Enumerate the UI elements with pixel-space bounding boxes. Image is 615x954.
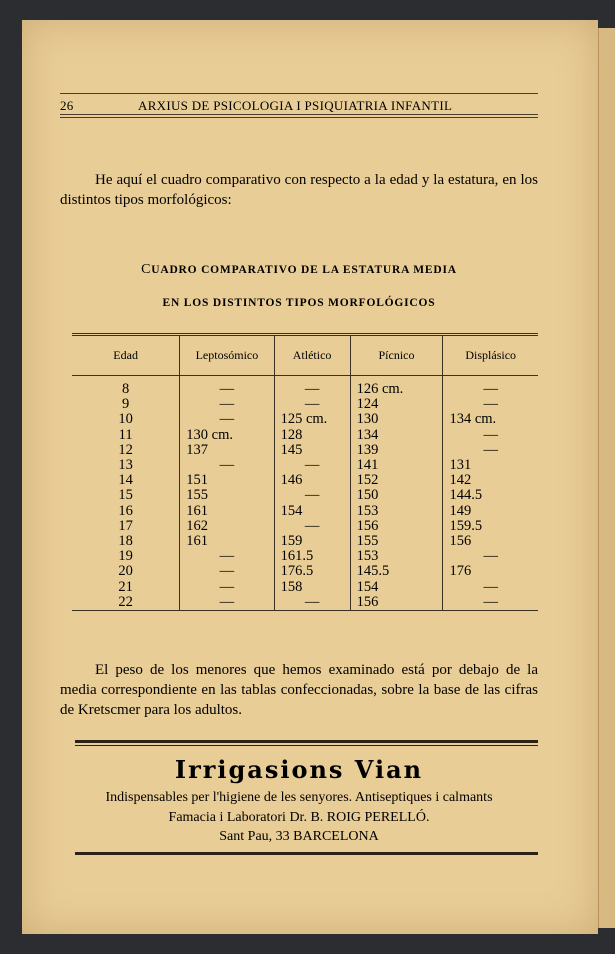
table-cell: 156 bbox=[350, 519, 443, 534]
page-edge bbox=[598, 28, 615, 928]
intro-paragraph: He aquí el cuadro comparativo con respecto a la edad y la estatura, en los distintos tipos morfológicos: bbox=[60, 172, 538, 208]
ad-rule-top-thin bbox=[75, 745, 538, 746]
table-cell: 18 bbox=[118, 533, 133, 550]
table-row bbox=[72, 443, 538, 458]
table-cell: 161 bbox=[180, 534, 274, 549]
table-cell: — bbox=[443, 443, 538, 458]
table-cell: — bbox=[443, 397, 538, 412]
table-cell: 14 bbox=[118, 472, 133, 489]
table-cell: 130 cm. bbox=[180, 428, 274, 443]
table-cell: — bbox=[180, 458, 274, 473]
table-cell: 131 bbox=[443, 458, 538, 473]
ad-line-1: Indispensables per l'higiene de les senyores. Antiseptiques i calmants bbox=[105, 790, 493, 805]
table-cell: — bbox=[443, 580, 538, 595]
table-row bbox=[72, 580, 538, 595]
table-cell: 176.5 bbox=[274, 564, 350, 579]
closing-paragraph: El peso de los menores que hemos examinado está por debajo de la media correspondiente en las tablas confeccionadas, sobre la base de las cifras de Kretscmer para los adultos. bbox=[60, 662, 538, 718]
table-cell: 161.5 bbox=[274, 549, 350, 564]
table-cell: 22 bbox=[72, 595, 180, 611]
table-cell: 128 bbox=[274, 428, 350, 443]
table-cell: — bbox=[274, 595, 350, 611]
header-rule-double bbox=[60, 117, 538, 118]
table-cell: 153 bbox=[350, 504, 443, 519]
table-cell: 150 bbox=[350, 488, 443, 503]
table-cell: 153 bbox=[350, 549, 443, 564]
table-cell: 162 bbox=[180, 519, 274, 534]
table-cell: 137 bbox=[180, 443, 274, 458]
table-cell: — bbox=[180, 397, 274, 412]
table-row bbox=[72, 473, 538, 488]
table-row bbox=[72, 564, 538, 579]
table-cell: 17 bbox=[118, 517, 133, 534]
page-number: 26 bbox=[60, 98, 74, 113]
table-cell: 146 bbox=[274, 473, 350, 488]
table-cell: — bbox=[274, 458, 350, 473]
table-cell: 159 bbox=[274, 534, 350, 549]
table-cell: 176 bbox=[443, 564, 538, 579]
table-cell: — bbox=[274, 376, 350, 398]
table-cell: — bbox=[274, 488, 350, 503]
table-cell: 156 bbox=[350, 595, 443, 611]
table-row bbox=[72, 595, 538, 611]
table-cell: 161 bbox=[180, 504, 274, 519]
ad-rule-bottom bbox=[75, 852, 538, 855]
running-title: ARXIUS DE PSICOLOGIA I PSIQUIATRIA INFANTIL bbox=[138, 98, 453, 113]
ad-rule-top bbox=[75, 740, 538, 743]
col-header-displasico: Displásico bbox=[443, 335, 538, 376]
table-cell: 125 cm. bbox=[274, 412, 350, 427]
table-cell: — bbox=[180, 595, 274, 611]
table-cell: 10 bbox=[118, 411, 133, 428]
table-cell: — bbox=[180, 376, 274, 398]
table-row bbox=[72, 397, 538, 412]
table-header-row bbox=[72, 335, 538, 376]
table-cell: — bbox=[274, 397, 350, 412]
table-row bbox=[72, 458, 538, 473]
col-header-atletico: Atlético bbox=[274, 335, 350, 376]
table-cell: 8 bbox=[122, 381, 130, 397]
table-caption-line2: EN LOS DISTINTOS TIPOS MORFOLÓGICOS bbox=[162, 297, 436, 309]
table-cell: 155 bbox=[180, 488, 274, 503]
table-row bbox=[72, 428, 538, 443]
table-cell: 20 bbox=[118, 563, 133, 580]
table-row bbox=[72, 488, 538, 503]
table-cell: 145 bbox=[274, 443, 350, 458]
table-cell: — bbox=[443, 376, 538, 398]
stature-table bbox=[72, 333, 538, 611]
table-cell: — bbox=[274, 519, 350, 534]
table-cell: — bbox=[443, 549, 538, 564]
table-cell: — bbox=[180, 412, 274, 427]
table-cell: 151 bbox=[180, 473, 274, 488]
table-cell: 134 bbox=[350, 428, 443, 443]
header-rule-top bbox=[60, 93, 538, 94]
table-cell: — bbox=[443, 595, 538, 611]
ad-line-2: Famacia i Laboratori Dr. B. ROIG PERELLÓ. bbox=[168, 810, 430, 825]
table-cell: — bbox=[443, 428, 538, 443]
table-cell: 158 bbox=[274, 580, 350, 595]
table-cell: 155 bbox=[350, 534, 443, 549]
col-header-leptosomico: Leptosómico bbox=[180, 335, 274, 376]
header-rule bbox=[60, 114, 538, 115]
table-cell: 145.5 bbox=[350, 564, 443, 579]
table-row bbox=[72, 412, 538, 427]
table-cell: 139 bbox=[350, 443, 443, 458]
ad-title: Irrigasions Vian bbox=[174, 755, 424, 784]
table-cell: 19 bbox=[118, 548, 133, 565]
table-cell: 126 cm. bbox=[350, 376, 443, 398]
col-header-edad: Edad bbox=[72, 335, 180, 376]
table-cell: — bbox=[180, 580, 274, 595]
table-cell: 156 bbox=[443, 534, 538, 549]
table-row bbox=[72, 519, 538, 534]
table-cell: 9 bbox=[122, 396, 130, 413]
table-cell: 134 cm. bbox=[443, 412, 538, 427]
table-cell: 11 bbox=[118, 426, 133, 443]
table-cell: 154 bbox=[350, 580, 443, 595]
table-cell: 16 bbox=[118, 502, 133, 519]
table-cell: 21 bbox=[118, 578, 133, 595]
table-cell: — bbox=[180, 564, 274, 579]
ad-line-3: Sant Pau, 33 BARCELONA bbox=[219, 829, 379, 844]
table-row bbox=[72, 549, 538, 564]
table-cell: 141 bbox=[350, 458, 443, 473]
table-cell: 159.5 bbox=[443, 519, 538, 534]
table-cell: 152 bbox=[350, 473, 443, 488]
table-cell: 13 bbox=[118, 457, 133, 474]
table-cell: 142 bbox=[443, 473, 538, 488]
caption-initial: C bbox=[141, 262, 152, 277]
running-header bbox=[60, 98, 540, 112]
table-cell: 130 bbox=[350, 412, 443, 427]
table-cell: 12 bbox=[118, 441, 133, 458]
table-cell: 154 bbox=[274, 504, 350, 519]
table-row bbox=[72, 534, 538, 549]
table-cell: — bbox=[180, 549, 274, 564]
caption-rest: UADRO COMPARATIVO DE LA ESTATURA MEDIA bbox=[151, 264, 457, 276]
table-cell: 149 bbox=[443, 504, 538, 519]
table-row bbox=[72, 376, 538, 398]
table-cell: 15 bbox=[118, 487, 133, 504]
table-cell: 124 bbox=[350, 397, 443, 412]
table-cell: 144.5 bbox=[443, 488, 538, 503]
table-caption-line1 bbox=[60, 262, 538, 278]
col-header-picnico: Pícnico bbox=[350, 335, 443, 376]
table-row bbox=[72, 504, 538, 519]
